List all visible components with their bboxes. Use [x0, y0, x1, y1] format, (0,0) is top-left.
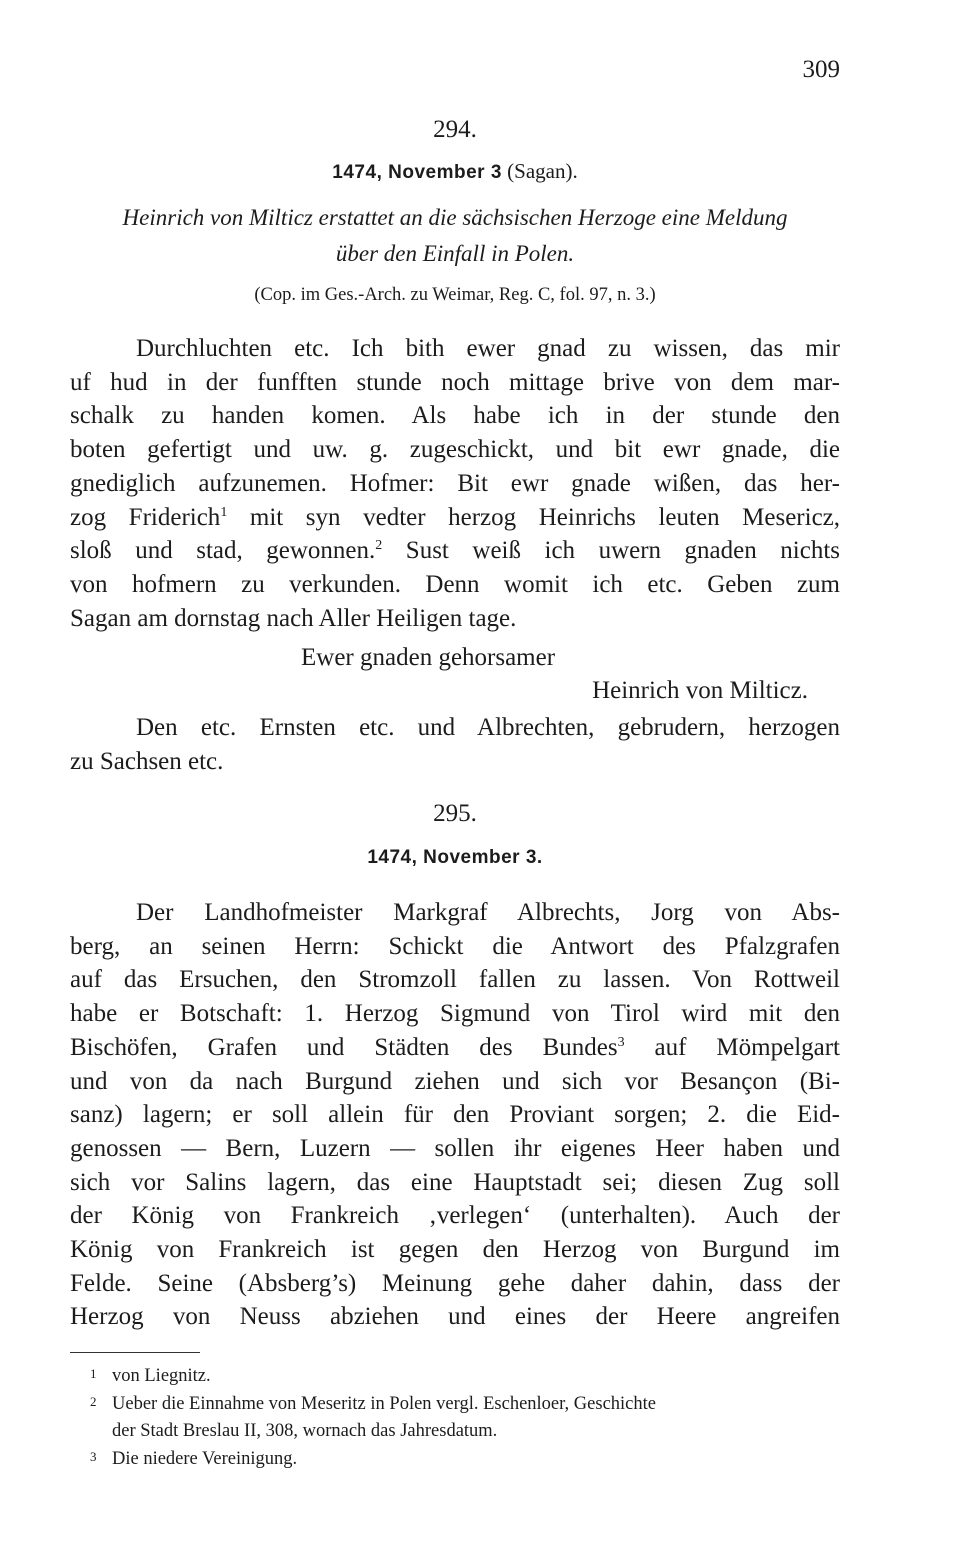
body-text: Sust weiß ich uwern gnaden nichts	[382, 537, 840, 565]
body-text: mit syn vedter herzog Heinrichs leuten Mesericz,	[227, 503, 841, 531]
entry-295-number: 295.	[433, 800, 477, 827]
body-line: Der Landhofmeister Markgraf Albrechts, Jorg von Abs-	[136, 899, 840, 926]
entry-294-source: (Cop. im Ges.-Arch. zu Weimar, Reg. C, fol. 97, n. 3.)	[254, 285, 656, 305]
entry-295-date	[70, 844, 840, 869]
footnote	[70, 1446, 840, 1474]
summary-line: Heinrich von Milticz erstattet an die sächsischen Herzoge eine Meldung	[122, 205, 788, 230]
footnote-ref: 3	[617, 1034, 625, 1050]
body-line: sich vor Salins lagern, das eine Hauptstadt sei; diesen Zug soll	[70, 1168, 840, 1196]
body-line: uf hud in der funfften stunde noch mittage brive von dem mar-	[70, 368, 840, 396]
body-line: boten gefertigt und uw. g. zugeschickt, und bit ewr gnade, die	[70, 436, 840, 464]
entry-294-body	[70, 332, 840, 635]
footnote	[70, 1391, 840, 1446]
footnote-mark: 3	[90, 1448, 97, 1464]
summary-line: über den Einfall in Polen.	[335, 241, 575, 266]
entry-294-number: 294.	[433, 116, 477, 143]
footnote-text: von Liegnitz.	[112, 1366, 211, 1386]
footnotes	[70, 1363, 840, 1473]
footnote-mark: 2	[90, 1393, 97, 1409]
body-text: auf Mömpelgart	[624, 1033, 841, 1061]
body-line: Durchluchten etc. Ich bith ewer gnad zu wissen, das mir	[136, 335, 840, 362]
entry-294-summary	[70, 200, 840, 272]
closing-formula: Ewer gnaden gehorsamer	[301, 644, 556, 671]
footnote-rule	[70, 1352, 200, 1353]
entry-294-date-place: (Sagan).	[501, 159, 578, 183]
entry-295-body	[70, 896, 840, 1334]
body-line	[70, 1031, 840, 1065]
footnote-ref: 1	[220, 504, 228, 520]
entry-294-date	[70, 159, 840, 184]
body-line: König von Frankreich ist gegen den Herzog von Burgund im	[70, 1236, 840, 1264]
body-line: und von da nach Burgund ziehen und sich vor Besançon (Bi-	[70, 1067, 840, 1095]
footnote-mark: 1	[90, 1366, 97, 1381]
body-line: Herzog von Neuss abziehen und eines der Heere angreifen	[70, 1303, 840, 1331]
body-line: habe er Botschaft: 1. Herzog Sigmund von Tirol wird mit den	[70, 1000, 840, 1028]
body-line: berg, an seinen Herrn: Schickt die Antwort des Pfalzgrafen	[70, 932, 840, 960]
entry-294-address	[70, 711, 840, 778]
body-line: auf das Ersuchen, den Stromzoll fallen zu lassen. Von Rottweil	[70, 966, 840, 994]
body-line	[70, 534, 840, 568]
body-line: Sagan am dornstag nach Aller Heiligen tage.	[70, 604, 517, 632]
body-text: zog Friderich	[70, 503, 221, 531]
footnote-text: Die niedere Vereinigung.	[112, 1448, 298, 1469]
address-line: zu Sachsen etc.	[70, 747, 224, 775]
body-text: Bischöfen, Grafen und Städten des Bundes	[70, 1033, 618, 1061]
entry-294-date-bold: 1474, November 3	[332, 162, 502, 183]
body-line: gnediglich aufzunemen. Hofmer: Bit ewr gnade wißen, das her-	[70, 469, 840, 497]
footnote-ref: 2	[375, 538, 383, 554]
page-number: 309	[802, 56, 840, 83]
body-line: der König von Frankreich ‚verlegen‘ (unterhalten). Auch der	[70, 1202, 840, 1230]
body-line: genossen — Bern, Luzern — sollen ihr eigenes Heer haben und	[70, 1134, 840, 1162]
footnote-text: der Stadt Breslau II, 308, wornach das Jahresdatum.	[112, 1421, 498, 1441]
signature: Heinrich von Milticz.	[592, 677, 808, 704]
footnote-text: Ueber die Einnahme von Meseritz in Polen vergl. Eschenloer, Geschichte	[112, 1393, 656, 1414]
footnote	[70, 1363, 840, 1391]
entry-295-date-bold: 1474, November 3.	[367, 847, 543, 868]
body-line	[70, 501, 840, 535]
document-page	[70, 0, 840, 1555]
body-text: sloß und stad, gewonnen.	[70, 537, 376, 565]
body-line: Felde. Seine (Absberg’s) Meinung gehe daher dahin, dass der	[70, 1269, 840, 1297]
body-line: schalk zu handen komen. Als habe ich in der stunde den	[70, 402, 840, 430]
body-line: von hofmern zu verkunden. Denn womit ich etc. Geben zum	[70, 570, 840, 598]
address-line: Den etc. Ernsten etc. und Albrechten, gebrudern, herzogen	[136, 714, 840, 741]
body-line: sanz) lagern; er soll allein für den Proviant sorgen; 2. die Eid-	[70, 1101, 840, 1129]
